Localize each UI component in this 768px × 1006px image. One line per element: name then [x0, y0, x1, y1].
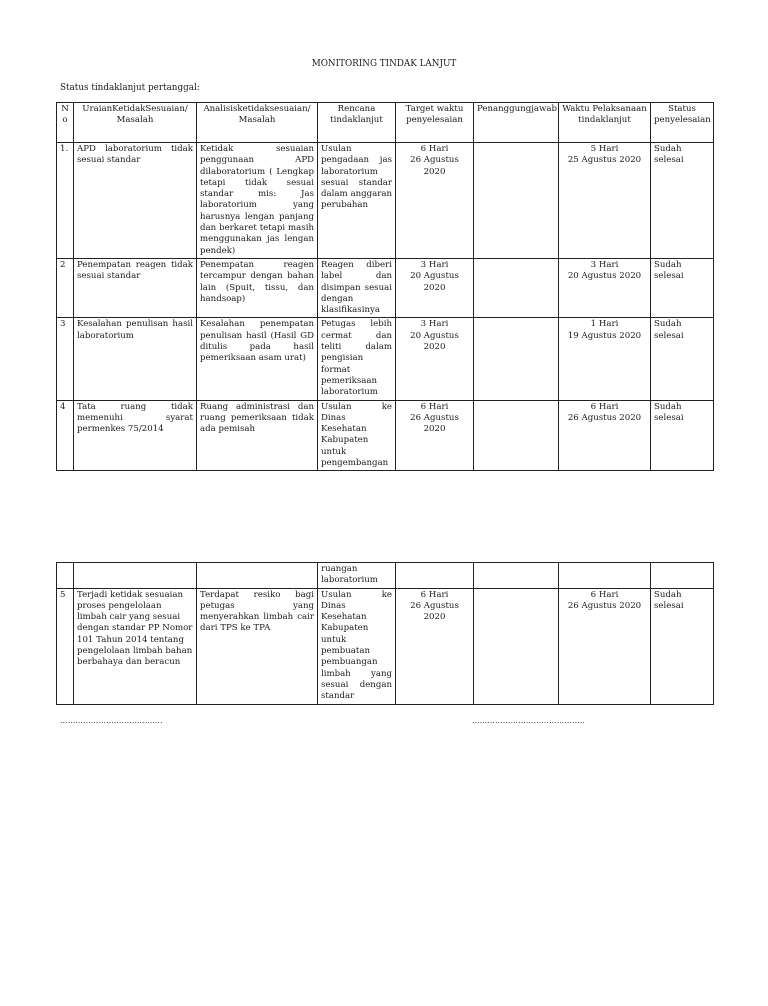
- cell-uraian: APD laboratorium tidak sesuai standar: [74, 143, 197, 259]
- cell-rencana: Usulan pengadaan jas laboratorium sesuai standar dalam anggaran perubahan: [318, 143, 396, 259]
- cell-waktu: [559, 259, 651, 318]
- cell-uraian: Kesalahan penulisan hasil laboratorium: [74, 318, 197, 400]
- cell-uraian: Tata ruang tidak memenuhi syarat permenkes 75/2014: [74, 400, 197, 471]
- waktu-date: 20 Agustus 2020: [567, 271, 642, 282]
- cell-waktu: [559, 143, 651, 259]
- cell-rencana-continued: ruangan laboratorium: [318, 563, 396, 589]
- continuation-row: [57, 563, 714, 589]
- status-date-line: Status tindaklanjut pertanggal:: [60, 83, 200, 93]
- cell-target: [396, 400, 474, 471]
- target-duration: 6 Hari: [420, 144, 449, 154]
- cell-uraian: Penempatan reagen tidak sesuai standar: [74, 259, 197, 318]
- header-status: Status penyelesaian: [651, 103, 714, 143]
- cell-rencana: Usulan ke Dinas Kesehatan Kabupaten untuk pengembangan: [318, 400, 396, 471]
- cell-target: [396, 318, 474, 400]
- cell-penanggungjawab: [474, 259, 559, 318]
- cell-status: Sudah selesai: [651, 143, 714, 259]
- waktu-date: 26 Agustus 2020: [567, 600, 642, 611]
- waktu-date: 26 Agustus 2020: [567, 412, 642, 423]
- signature-line-left: ………………………………….: [60, 716, 163, 725]
- waktu-duration: 5 Hari: [590, 144, 619, 154]
- header-rencana: Rencana tindaklanjut: [318, 103, 396, 143]
- cell-no: 3: [57, 318, 74, 400]
- signature-line-right: ……………………………………..: [472, 716, 585, 725]
- cell-rencana: Usulan ke Dinas Kesehatan Kabupaten untuk pembuatan pembuangan limbah yang sesuai dengan standar: [318, 588, 396, 704]
- cell-no: 5: [57, 588, 74, 704]
- target-date: 26 Agustus 2020: [410, 600, 459, 623]
- waktu-duration: 6 Hari: [590, 589, 619, 600]
- target-date: 20 Agustus 2020: [410, 330, 459, 353]
- cell-waktu: [559, 400, 651, 471]
- header-target: Target waktu penyelesaian: [396, 103, 474, 143]
- cell-rencana: Petugas lebih cermat dan teliti dalam pengisian format pemeriksaan laboratorium: [318, 318, 396, 400]
- cell-status: Sudah selesai: [651, 259, 714, 318]
- cell-uraian: Terjadi ketidak sesuaian proses pengelolaan limbah cair yang sesuai dengan standar PP Nomor 101 Tahun 2014 tentang pengelolaan limbah bahan berbahaya dan beracun: [74, 588, 197, 704]
- cell-penanggungjawab: [474, 318, 559, 400]
- cell-waktu: [559, 588, 651, 704]
- cell-analisis: Ruang administrasi dan ruang pemeriksaan tidak ada pemisah: [197, 400, 318, 471]
- monitoring-table: [56, 102, 714, 471]
- target-duration: 6 Hari: [420, 589, 449, 600]
- cell-analisis: Ketidak sesuaian penggunaan APD dilaboratorium ( Lengkap tetapi tidak sesuai standar mis: Jas laboratorium yang harusnya lengan panjang dan berkaret tetapi masih menggunakan jas lengan pendek): [197, 143, 318, 259]
- header-waktu: Waktu Pelaksanaan tindaklanjut: [559, 103, 651, 143]
- page-title: MONITORING TINDAK LANJUT: [311, 59, 457, 69]
- header-analisis: Analisisketidaksesuaian/ Masalah: [197, 103, 318, 143]
- cell-target: [396, 259, 474, 318]
- monitoring-table-continued: [56, 562, 714, 705]
- header-uraian: UraianKetidakSesuaian/ Masalah: [74, 103, 197, 143]
- cell-target: [396, 588, 474, 704]
- waktu-date: 19 Agustus 2020: [567, 330, 642, 341]
- header-penanggungjawab: Penanggungjawab: [474, 103, 559, 143]
- cell-analisis: Kesalahan penempatan penulisan hasil (Hasil GD ditulis pada hasil pemeriksaan asam urat): [197, 318, 318, 400]
- cell-penanggungjawab: [474, 588, 559, 704]
- waktu-date: 25 Agustus 2020: [567, 155, 642, 166]
- target-date: 26 Agustus 2020: [410, 155, 459, 177]
- waktu-duration: 6 Hari: [590, 401, 619, 412]
- cell-no: 1.: [57, 143, 74, 259]
- cell-status: Sudah selesai: [651, 588, 714, 704]
- cell-analisis: Terdapat resiko bagi petugas yang menyerahkan limbah cair dari TPS ke TPA: [197, 588, 318, 704]
- table-row: [57, 143, 714, 259]
- header-no: N o: [57, 103, 74, 143]
- table-header-row: [57, 103, 714, 143]
- target-date: 20 Agustus 2020: [410, 271, 459, 293]
- target-duration: 6 Hari: [420, 401, 449, 412]
- cell-status: Sudah selesai: [651, 400, 714, 471]
- cell-no: 2: [57, 259, 74, 318]
- waktu-duration: 3 Hari: [590, 260, 619, 270]
- table-row: [57, 588, 714, 704]
- target-date: 26 Agustus 2020: [410, 412, 459, 435]
- cell-penanggungjawab: [474, 143, 559, 259]
- table-row: [57, 318, 714, 400]
- target-duration: 3 Hari: [420, 260, 449, 270]
- target-duration: 3 Hari: [420, 319, 449, 330]
- table-row: [57, 259, 714, 318]
- cell-penanggungjawab: [474, 400, 559, 471]
- waktu-duration: 1 Hari: [590, 319, 619, 330]
- cell-rencana: Reagen diberi label dan disimpan sesuai dengan klasifikasinya: [318, 259, 396, 318]
- cell-target: [396, 143, 474, 259]
- cell-analisis: Penempatan reagen tercampur dengan bahan lain (Spuit, tissu, dan handsoap): [197, 259, 318, 318]
- cell-waktu: [559, 318, 651, 400]
- cell-status: Sudah selesai: [651, 318, 714, 400]
- table-row: [57, 400, 714, 471]
- cell-no: 4: [57, 400, 74, 471]
